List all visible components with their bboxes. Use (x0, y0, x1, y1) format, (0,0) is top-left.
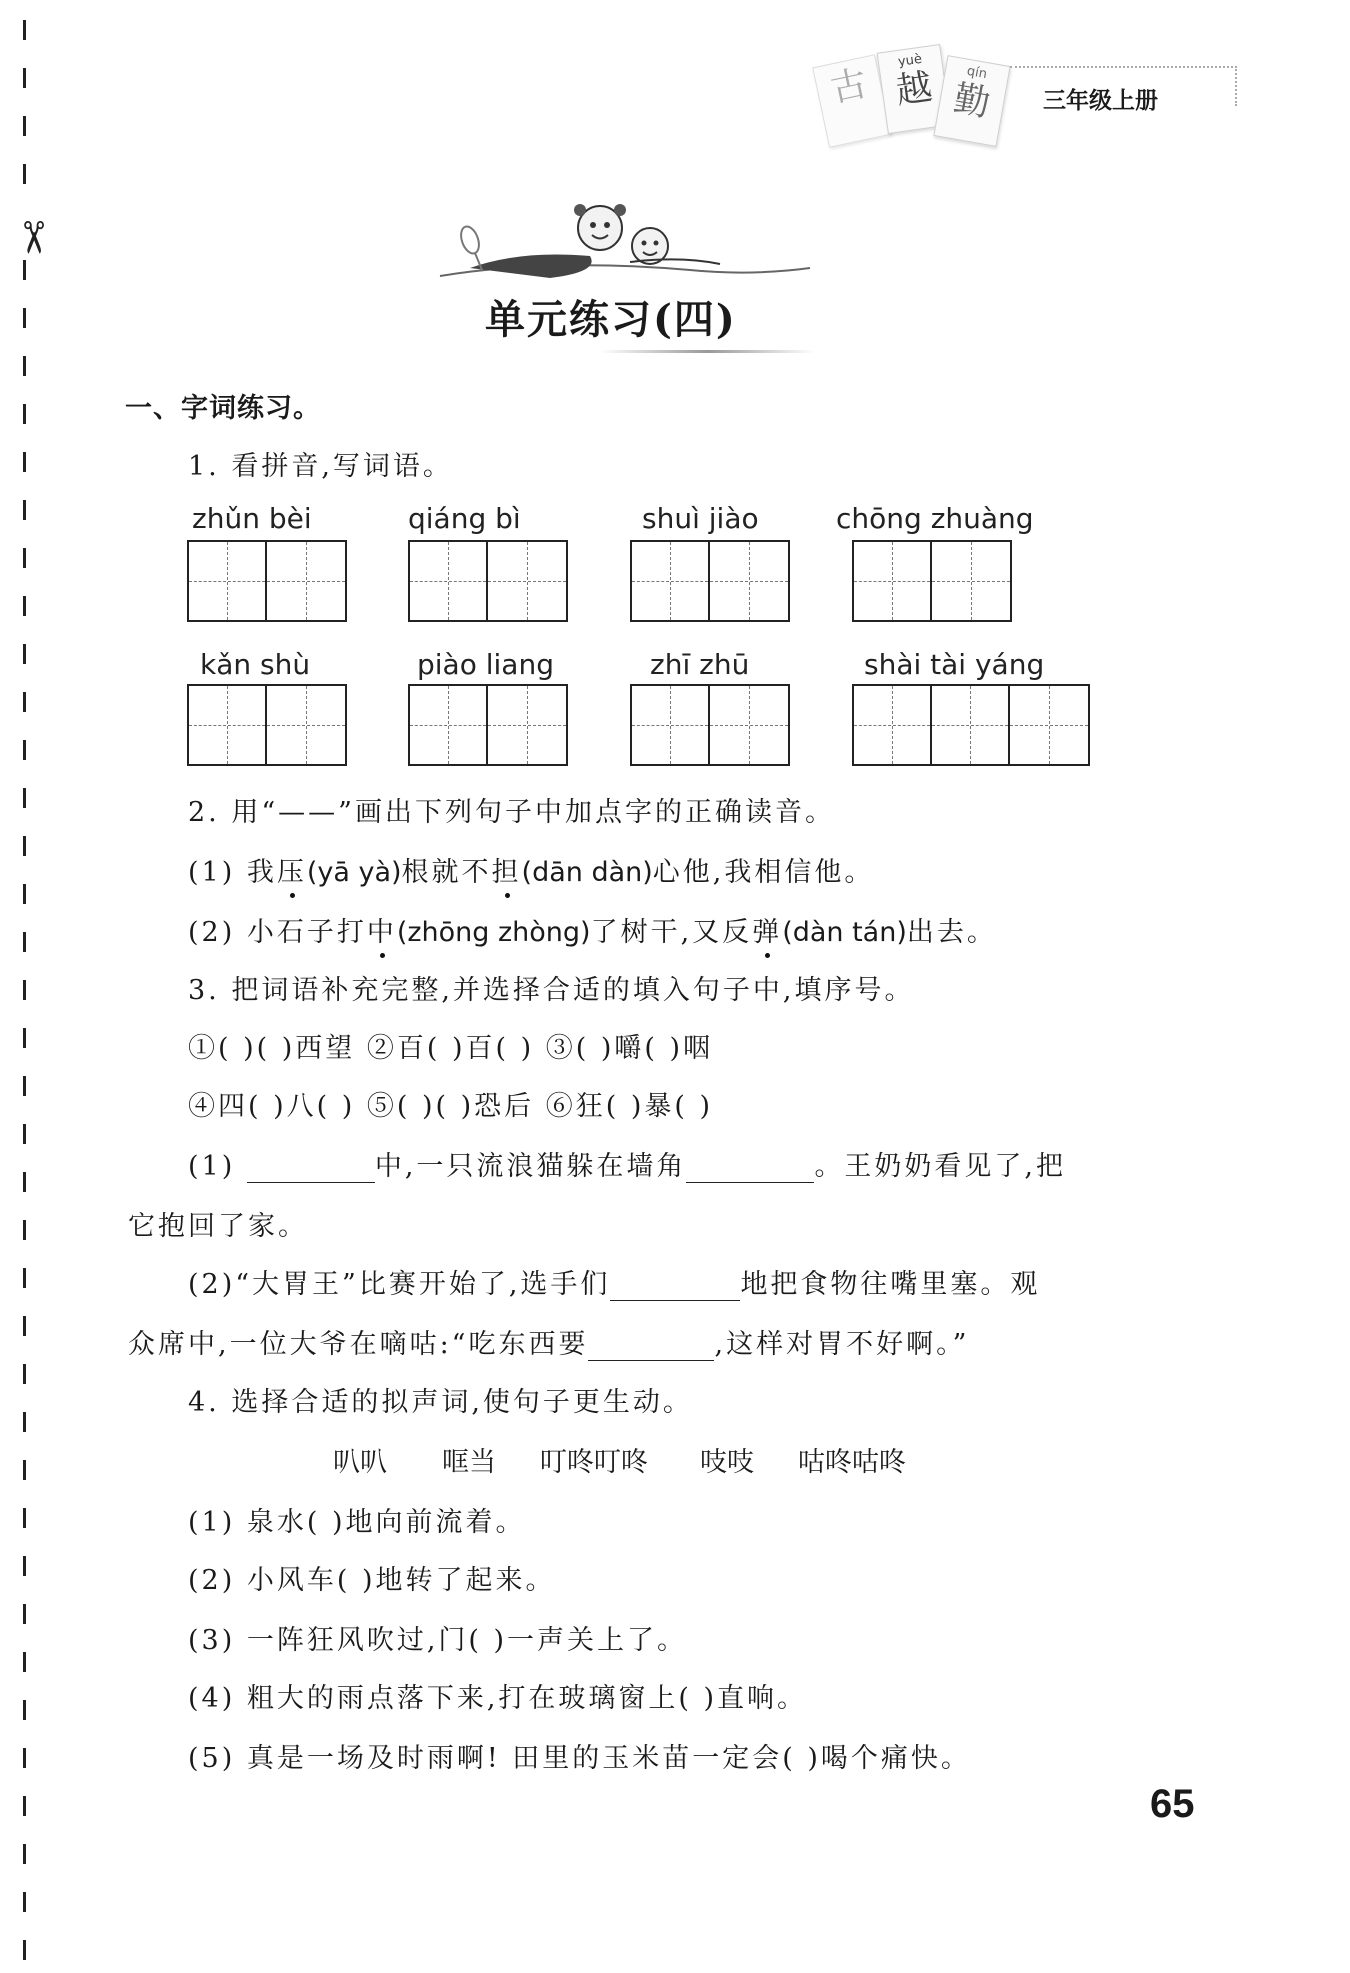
binding-dash (23, 788, 26, 808)
binding-dash (23, 1508, 26, 1528)
q3-idioms-row-2[interactable]: ④四( )八( ) ⑤( )( )恐后 ⑥狂( )暴( ) (188, 1091, 714, 1122)
card-char: 勤 (950, 78, 994, 125)
text-segment: 。王奶奶看见了,把 (814, 1151, 1067, 1182)
pinyin-label: kǎn shù (200, 648, 311, 681)
binding-dash (23, 356, 26, 376)
binding-dash (23, 500, 26, 520)
binding-dash (23, 260, 26, 280)
writing-grid[interactable] (852, 540, 1012, 622)
dotted-char: 弹 (752, 917, 783, 948)
binding-margin (18, 0, 30, 1973)
binding-dash (23, 68, 26, 88)
logo-card (933, 55, 1010, 147)
binding-dash (23, 452, 26, 472)
q3-sentence-1 (188, 1144, 1066, 1183)
pinyin-label: qiáng bì (408, 502, 521, 535)
text-segment: 根就不 (401, 857, 492, 888)
binding-dash (23, 1940, 26, 1960)
word-bank-item: 哐当 (442, 1447, 496, 1478)
binding-dash (23, 548, 26, 568)
binding-dash (23, 980, 26, 1000)
binding-dash (23, 1316, 26, 1336)
text-segment: 出去。 (906, 917, 997, 948)
pinyin-label: shuì jiào (642, 502, 759, 535)
binding-dash (23, 884, 26, 904)
text-segment: 地把食物往嘴里塞。观 (740, 1269, 1041, 1300)
fill-blank[interactable] (588, 1330, 714, 1361)
binding-dash (23, 1748, 26, 1768)
binding-dash (23, 116, 26, 136)
page-number: 65 (1150, 1782, 1195, 1826)
title-underline (600, 350, 815, 353)
binding-dash (23, 1844, 26, 1864)
dotted-char: 中 (366, 917, 397, 948)
q3-idioms-row-1[interactable]: ①( )( )西望 ②百( )百( ) ③( )嚼( )咽 (188, 1033, 714, 1064)
writing-grid[interactable] (408, 684, 568, 766)
text-segment: (1) (188, 1151, 236, 1182)
binding-dash (23, 692, 26, 712)
pinyin-options[interactable]: (dān dàn) (521, 857, 653, 888)
binding-dash (23, 644, 26, 664)
binding-dash (23, 308, 26, 328)
binding-dash (23, 1268, 26, 1288)
fill-blank[interactable] (247, 1152, 375, 1183)
q3-sentence-2 (188, 1262, 1040, 1301)
binding-dash (23, 1028, 26, 1048)
text-segment: 众席中,一位大爷在嘀咕:“吃东西要 (128, 1329, 589, 1360)
pinyin-options[interactable]: (dàn tán) (782, 917, 907, 948)
binding-dash (23, 596, 26, 616)
q4-prompt: 4. 选择合适的拟声词,使句子更生动。 (188, 1387, 693, 1418)
binding-dash (23, 932, 26, 952)
pinyin-label: zhǔn bèi (192, 502, 312, 535)
q4-sentence-1[interactable]: (1) 泉水( )地向前流着。 (188, 1507, 526, 1538)
q3-sentence-1-cont: 它抱回了家。 (128, 1211, 308, 1242)
header-logo-cards (820, 30, 1000, 160)
q3-sentence-2-cont (128, 1322, 969, 1361)
card-pinyin: yuè (897, 51, 923, 70)
binding-dash (23, 1124, 26, 1144)
binding-dash (23, 1172, 26, 1192)
pinyin-label: zhī zhū (650, 648, 750, 681)
text-segment: ,这样对胃不好啊。” (714, 1329, 970, 1360)
binding-dash (23, 1700, 26, 1720)
card-pinyin: qín (965, 63, 989, 83)
binding-dash (23, 1652, 26, 1672)
binding-dash (23, 1604, 26, 1624)
pinyin-label: piào liang (417, 648, 554, 681)
dotted-char: 压 (276, 857, 307, 888)
grade-label: 三年级上册 (1043, 88, 1158, 114)
q4-sentence-2[interactable]: (2) 小风车( )地转了起来。 (188, 1565, 556, 1596)
card-char: 越 (893, 66, 935, 113)
text-segment: 中,一只流浪猫躲在墙角 (374, 1151, 687, 1182)
writing-grid[interactable] (852, 684, 1090, 766)
text-segment: (1) 我 (188, 857, 277, 888)
kids-illustration (430, 198, 830, 298)
text-segment: (2)“大胃王”比赛开始了,选手们 (188, 1269, 611, 1300)
q2-prompt: 2. 用“——”画出下列句子中加点字的正确读音。 (188, 797, 835, 828)
q4-sentence-5[interactable]: (5) 真是一场及时雨啊! 田里的玉米苗一定会( )喝个痛快。 (188, 1743, 971, 1774)
binding-dash (23, 1796, 26, 1816)
pinyin-label: chōng zhuàng (836, 502, 1034, 535)
binding-dash (23, 740, 26, 760)
writing-grid[interactable] (630, 684, 790, 766)
word-bank-item: 叮咚叮咚 (540, 1447, 648, 1478)
q3-prompt: 3. 把词语补充完整,并选择合适的填入句子中,填序号。 (188, 975, 915, 1006)
text-segment: 了树干,又反 (590, 917, 753, 948)
binding-dash (23, 1412, 26, 1432)
q1-prompt: 1. 看拼音,写词语。 (188, 451, 453, 482)
pinyin-label: shài tài yáng (864, 648, 1045, 681)
fill-blank[interactable] (686, 1152, 814, 1183)
fill-blank[interactable] (610, 1270, 740, 1301)
binding-dash (23, 1220, 26, 1240)
text-segment: 心他,我相信他。 (652, 857, 875, 888)
binding-dash (23, 164, 26, 184)
writing-grid[interactable] (187, 684, 347, 766)
q4-sentence-3[interactable]: (3) 一阵狂风吹过,门( )一声关上了。 (188, 1625, 688, 1656)
binding-dash (23, 836, 26, 856)
writing-grid[interactable] (630, 540, 790, 622)
word-bank-item: 叭叭 (333, 1447, 387, 1478)
binding-dash (23, 20, 26, 40)
pinyin-options[interactable]: (zhōng zhòng) (396, 917, 591, 948)
writing-grid[interactable] (408, 540, 568, 622)
text-segment: (2) 小石子打 (188, 917, 367, 948)
binding-dash (23, 1460, 26, 1480)
q2-sentence-2 (188, 910, 997, 949)
binding-dash (23, 1364, 26, 1384)
binding-dash (23, 1556, 26, 1576)
binding-dash (23, 404, 26, 424)
pinyin-options[interactable]: (yā yà) (306, 857, 402, 888)
section-heading: 一、字词练习。 (125, 393, 321, 424)
binding-dash (23, 1076, 26, 1096)
word-bank-item: 吱吱 (700, 1447, 754, 1478)
binding-dash (23, 1892, 26, 1912)
q2-sentence-1 (188, 850, 874, 889)
writing-grid[interactable] (187, 540, 347, 622)
page-title: 单元练习(四) (485, 296, 737, 343)
q4-sentence-4[interactable]: (4) 粗大的雨点落下来,打在玻璃窗上( )直响。 (188, 1683, 808, 1714)
scissors-icon: ✂ (6, 219, 58, 256)
word-bank-item: 咕咚咕咚 (798, 1447, 906, 1478)
card-char: 古 (827, 63, 871, 111)
dotted-char: 担 (491, 857, 522, 888)
